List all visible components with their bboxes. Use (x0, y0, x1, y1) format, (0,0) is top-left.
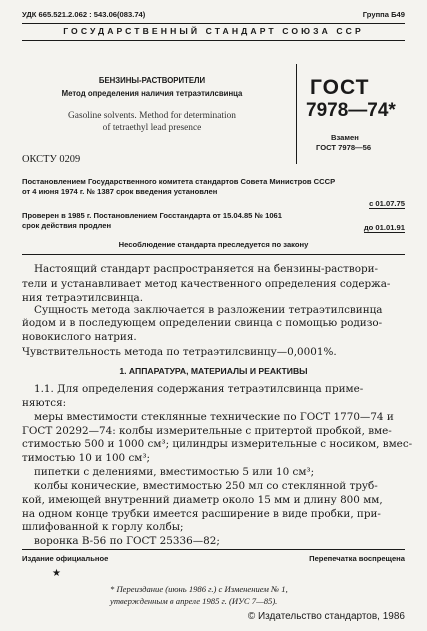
doc-title: БЕНЗИНЫ-РАСТВОРИТЕЛИ (98, 76, 206, 85)
warning-rule (22, 254, 405, 255)
footer-rule (22, 549, 405, 550)
official-edition: Издание официальное (22, 554, 109, 563)
section-line: меры вместимости стеклянные технические по ГОСТ 1770—74 и (34, 411, 394, 423)
gost-label: ГОСТ (310, 76, 370, 99)
intro-line: Сущность метода заключается в разложении тетраэтилсвинца (34, 304, 383, 316)
intro-line: новокислого натрия. (22, 331, 137, 343)
intro-line: ния тетраэтилсвинца. (22, 292, 143, 304)
replaces-value: ГОСТ 7978—56 (316, 143, 372, 152)
doc-title-english-2: of tetraethyl lead presence (102, 123, 202, 133)
intro-line: тели и устанавливает метод качественного определения содержа- (22, 278, 391, 290)
intro-line: йодом и в последующем определении свинца с помощью родизо- (22, 317, 383, 329)
section-title: 1. АППАРАТУРА, МАТЕРИАЛЫ И РЕАКТИВЫ (119, 366, 308, 376)
section-line: тимостью 10 и 100 см³; (22, 452, 151, 464)
check-line-1: Проверен в 1985 г. Постановлением Госстандарта от 15.04.85 № 1061 (22, 211, 282, 220)
reprint-note-1: * Переиздание (июнь 1986 г.) с Изменением № 1, (110, 584, 288, 594)
section-line: колбы конические, вместимостью 250 мл со стеклянной труб- (34, 480, 378, 492)
section-line: пипетки с делениями, вместимостью 5 или 10 см³; (34, 466, 315, 478)
section-line: воронка В-56 по ГОСТ 25336—82; (34, 535, 220, 547)
udk-code: УДК 665.521.2.062 : 543.06(083.74) (22, 10, 146, 19)
reprint-note-2: утвержденным в апреле 1985 г. (ИУС 7—85). (110, 596, 278, 606)
title-divider (296, 64, 297, 164)
section-line: няются: (22, 397, 67, 409)
decree-line-2: от 4 июня 1974 г. № 1387 срок введения установлен (22, 187, 218, 196)
state-standard-banner: ГОСУДАРСТВЕННЫЙ СТАНДАРТ СОЮЗА ССР (63, 26, 364, 36)
section-line: шлифованной к горлу колбы; (22, 521, 184, 533)
intro-line: Настоящий стандарт распространяется на бензины-раствори- (34, 263, 379, 275)
check-line-2: срок действия продлен (22, 221, 112, 230)
header-rule-bottom (22, 40, 405, 41)
decree-line-1: Постановлением Государственного комитета стандартов Совета Министров СССР (22, 177, 336, 186)
gost-number: 7978—74* (306, 100, 396, 121)
copyright: © Издательство стандартов, 1986 (247, 611, 405, 622)
doc-title-english-1: Gasoline solvents. Method for determination (68, 111, 236, 121)
replaces-label: Взамен (331, 133, 359, 142)
intro-line: Чувствительность метода по тетраэтилсвинцу—0,0001%. (22, 346, 337, 358)
reprint-prohibited: Перепечатка воспрещена (309, 554, 405, 563)
section-line: стимостью 500 и 1000 см³; цилиндры измерительные с носиком, вмес- (22, 438, 413, 450)
effective-date: с 01.07.75 (369, 199, 405, 208)
header-rule-top (22, 23, 405, 24)
legal-warning: Несоблюдение стандарта преследуется по закону (118, 240, 309, 249)
section-line: 1.1. Для определения содержания тетраэтилсвинца приме- (34, 383, 364, 395)
section-line: ГОСТ 20292—74: колбы измерительные с притертой пробкой, вме- (22, 425, 392, 437)
group-code: Группа Б49 (362, 10, 405, 19)
section-line: на одном конце трубки имеется расширение в виде пробки, при- (22, 508, 381, 520)
star-icon: ★ (52, 568, 61, 579)
section-line: кой, имеющей внутренний диаметр около 15 мм и длину 800 мм, (22, 494, 383, 506)
doc-subtitle: Метод определения наличия тетраэтилсвинца (61, 89, 243, 98)
extended-date: до 01.01.91 (363, 223, 405, 232)
okstu-code: ОКСТУ 0209 (22, 154, 81, 165)
